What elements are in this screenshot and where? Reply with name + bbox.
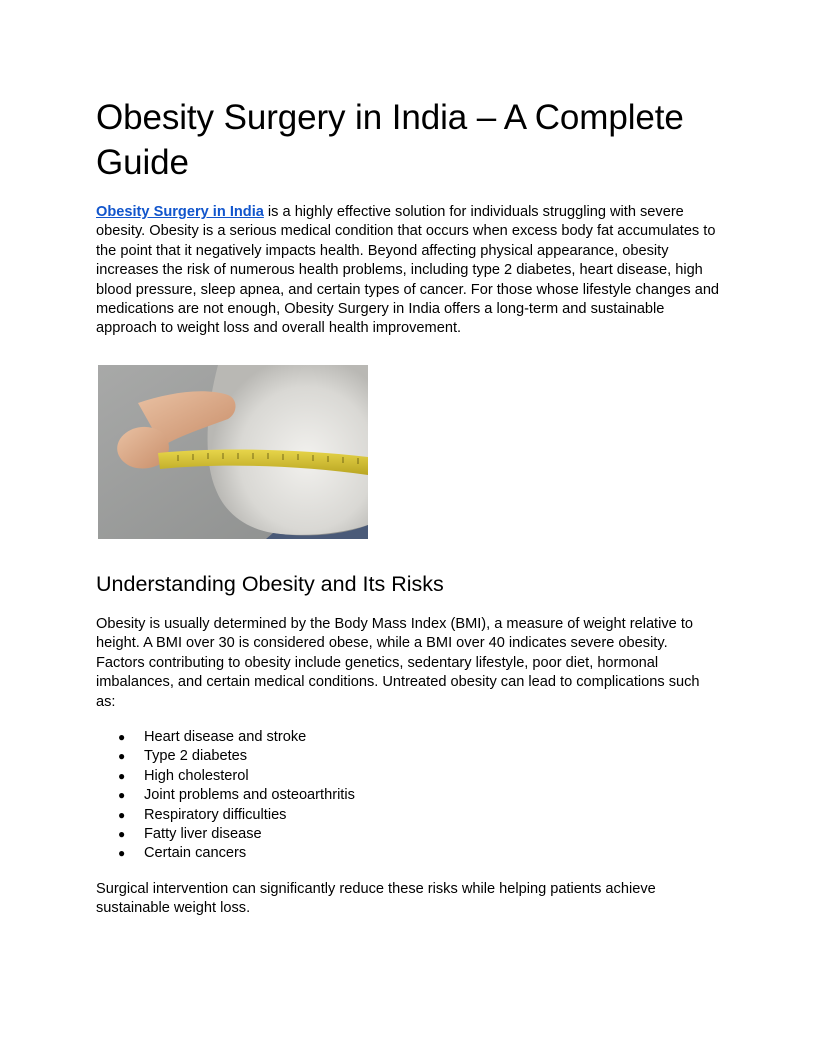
intro-paragraph — [96, 203, 720, 339]
waist-measurement-photo — [98, 365, 368, 539]
page-title: Obesity Surgery in India – A Complete Guide — [96, 98, 684, 182]
bullet-icon: ● — [118, 768, 126, 783]
list-item: ● Certain cancers — [96, 844, 696, 863]
list-item: ● Respiratory difficulties — [96, 806, 696, 825]
bullet-icon: ● — [118, 846, 126, 861]
section-heading: Understanding Obesity and Its Risks — [96, 572, 444, 596]
list-item: ● Heart disease and stroke — [96, 728, 696, 747]
list-item: ● Fatty liver disease — [96, 825, 696, 844]
bullet-icon: ● — [118, 827, 126, 842]
list-item: ● High cholesterol — [96, 767, 696, 786]
bullet-icon: ● — [118, 807, 126, 822]
closing-paragraph: Surgical intervention can significantly reduce these risks while helping patients achieve sustainable weight loss. — [96, 881, 656, 917]
bullet-icon: ● — [118, 730, 126, 744]
intro-text: is a highly effective solution for individuals struggling with severe obesity. Obesity is a serious medical condition that occurs when excess body fat accumulates to the point that it negatively impacts health. Beyond affecting physical appearance, obesity increases the risk of numerous health problems, including type 2 diabetes, heart disease, high blood pressure, sleep apnea, and certain types of cancer. For those whose lifestyle changes and medications are not enough, Obesity Surgery in India offers a long-term and sustainable approach to weight loss and overall health improvement. — [96, 204, 720, 337]
obesity-surgery-link[interactable]: Obesity Surgery in India — [96, 204, 264, 220]
list-item: ● Type 2 diabetes — [96, 747, 696, 766]
risk-list — [96, 728, 696, 864]
bmi-paragraph: Obesity is usually determined by the Body Mass Index (BMI), a measure of weight relative to height. A BMI over 30 is considered obese, while a BMI over 40 indicates severe obesity. Factors contributing to obesity include genetics, sedentary lifestyle, poor diet, hormonal imbalances, and certain medical conditions. Untreated obesity can lead to complications such as: — [96, 616, 700, 710]
bullet-icon: ● — [118, 788, 126, 803]
list-item: ● Joint problems and osteoarthritis — [96, 786, 696, 805]
bullet-icon: ● — [118, 749, 126, 764]
